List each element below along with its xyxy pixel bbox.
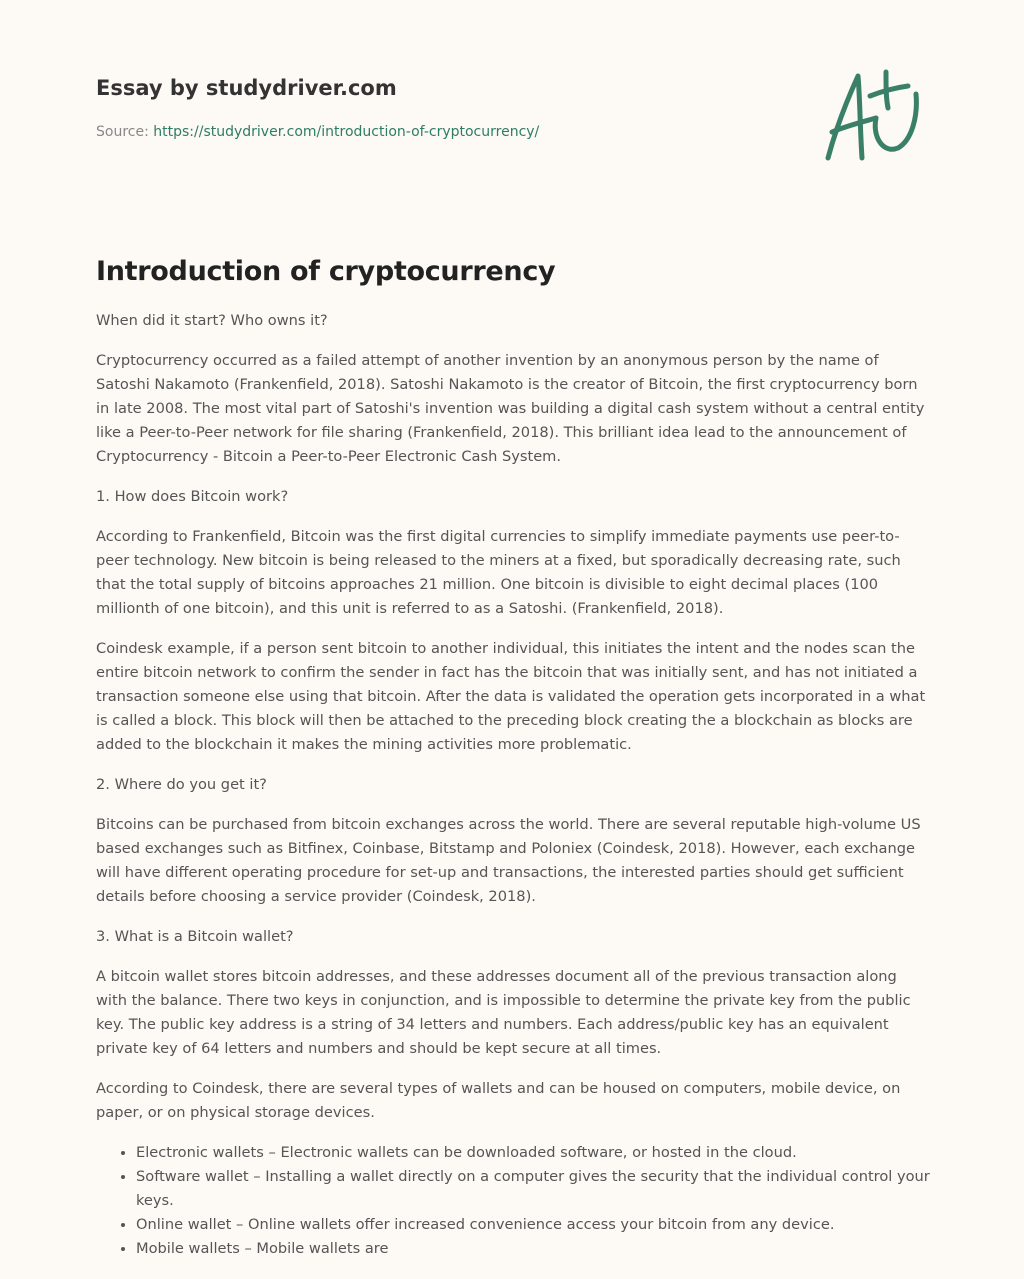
page-header [0, 0, 1024, 210]
subheading-where-to-get: 2. Where do you get it? [96, 776, 267, 793]
paragraph: Cryptocurrency occurred as a failed attempt of another invention by an anonymous person by the name of Satoshi Nakamoto (Frankenfield, 2018). Satoshi Nakamoto is the creator of Bitcoin, the first cryptocurrency born in late 2008. The most vital part of Satoshi's invention was building a digital cash system without a central entity like a Peer-to-Peer network for file sharing (Frankenfield, 2018). This brilliant idea lead to the announcement of Cryptocurrency - Bitcoin a Peer-to-Peer Electronic Cash System. [96, 352, 925, 465]
list-item: • Software wallet – Installing a wallet directly on a computer gives the security that the individual control your keys. [136, 1165, 930, 1213]
source-link[interactable]: https://studydriver.com/introduction-of-cryptocurrency/ [153, 124, 540, 140]
subheading-origin: When did it start? Who owns it? [96, 312, 328, 329]
subheading-how-bitcoin-works: 1. How does Bitcoin work? [96, 488, 289, 505]
paragraph: According to Coindesk, there are several types of wallets and can be housed on computers, mobile device, on paper, or on physical storage devices. [96, 1080, 901, 1121]
a-plus-logo-icon [818, 68, 928, 164]
list-item: • Online wallet – Online wallets offer increased convenience access your bitcoin from any device. [136, 1213, 930, 1237]
list-item: • Electronic wallets – Electronic wallets can be downloaded software, or hosted in the cloud. [136, 1141, 930, 1165]
article-title: Introduction of cryptocurrency [96, 256, 556, 287]
list-item: • Mobile wallets – Mobile wallets are [136, 1237, 930, 1261]
paragraph: Bitcoins can be purchased from bitcoin exchanges across the world. There are several reputable high-volume US based exchanges such as Bitfinex, Coinbase, Bitstamp and Poloniex (Coindesk, 2018). However, each exchange will have different operating procedure for set-up and transactions, the interested parties should get sufficient details before choosing a service provider (Coindesk, 2018). [96, 816, 921, 905]
article [96, 256, 930, 1261]
paragraph: A bitcoin wallet stores bitcoin addresses, and these addresses document all of the previous transaction along with the balance. There two keys in conjunction, and is impossible to determine the private key from the public key. The public key address is a string of 34 letters and numbers. Each address/public key has an equivalent private key of 64 letters and numbers and should be kept secure at all times. [96, 968, 911, 1057]
subheading-wallet: 3. What is a Bitcoin wallet? [96, 928, 294, 945]
paragraph: Coindesk example, if a person sent bitcoin to another individual, this initiates the intent and the nodes scan the entire bitcoin network to confirm the sender in fact has the bitcoin that was initially sent, and has not initiated a transaction someone else using that bitcoin. After the data is validated the operation gets incorporated in a what is called a block. This block will then be attached to the preceding block creating the a blockchain as blocks are added to the blockchain it makes the mining activities more problematic. [96, 640, 926, 753]
paragraph: According to Frankenfield, Bitcoin was the first digital currencies to simplify immediate payments use peer-to-peer technology. New bitcoin is being released to the miners at a fixed, but sporadically decreasing rate, such that the total supply of bitcoins approaches 21 million. One bitcoin is divisible to eight decimal places (100 millionth of one bitcoin), and this unit is referred to as a Satoshi. (Frankenfield, 2018). [96, 528, 901, 617]
wallet-types-list [96, 1141, 930, 1261]
source-line [96, 124, 539, 140]
source-label: Source: [96, 124, 149, 140]
site-title: Essay by studydriver.com [96, 76, 397, 100]
